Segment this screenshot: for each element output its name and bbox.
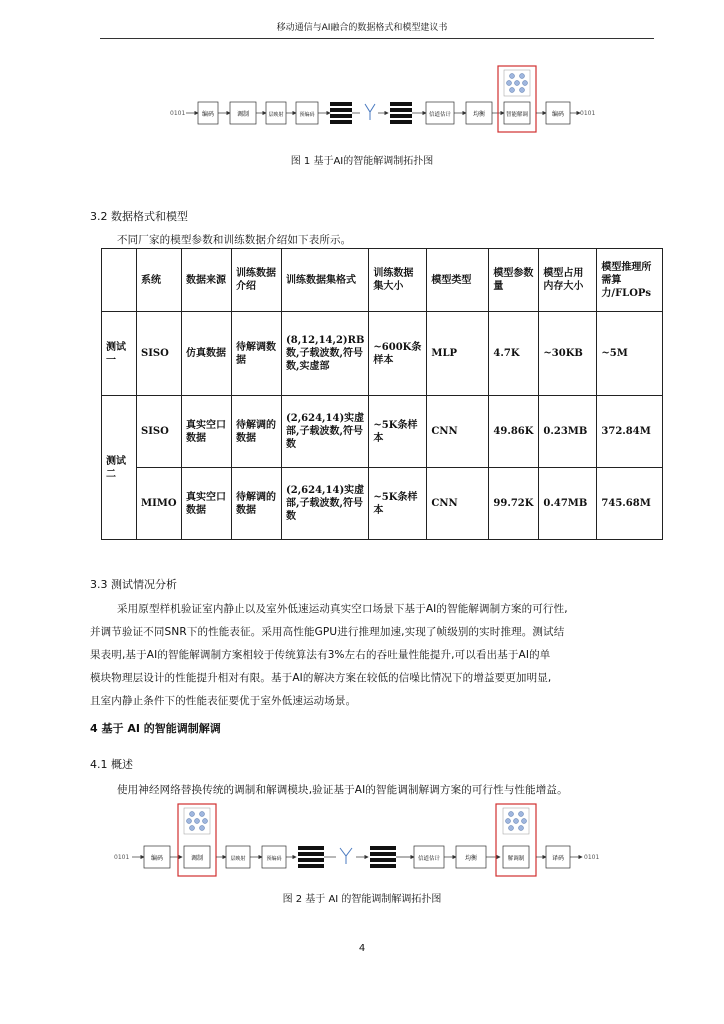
svg-text:预编码: 预编码 — [299, 112, 315, 118]
test-one-label: 测试一 — [102, 312, 137, 396]
figure-1-caption: 图 1 基于AI的智能解调制拓扑图 — [290, 156, 434, 167]
page-number: 4 — [358, 943, 366, 954]
overview-line: 使用神经网络替换传统的调制和解调模块,验证基于AI的智能调制解调方案的可行性与性能增益。 — [117, 784, 568, 796]
svg-text:均衡: 均衡 — [472, 111, 486, 118]
table-row: 测试二 SISO 真实空口数据 待解调的数据 (2,624,14)实虚部,子载波数,符号数 ~5K条样本 CNN 49.86K 0.23MB 372.84M — [102, 396, 663, 468]
figure-2-caption: 图 2 基于 AI 的智能调制解调拓扑图 — [282, 894, 442, 905]
table-row: 测试一 SISO 仿真数据 待解调数据 (8,12,14,2)RB数,子载波数,符号数,实虚部 ~600K条样本 MLP 4.7K ~30KB ~5M — [102, 312, 663, 396]
table-row: MIMO 真实空口数据 待解调的数据 (2,624,14)实虚部,子载波数,符号数 ~5K条样本 CNN 99.72K 0.47MB 745.68M — [102, 468, 663, 540]
svg-text:编码: 编码 — [201, 111, 215, 118]
svg-text:预编码: 预编码 — [266, 856, 282, 862]
svg-text:层映射: 层映射 — [268, 112, 284, 118]
figure-1-diagram — [160, 60, 600, 150]
fig2-output: 0101 — [584, 854, 600, 861]
section-3-3-heading: 3.3 测试情况分析 — [90, 578, 177, 591]
table-intro: 不同厂家的模型参数和训练数据介绍如下表所示。 — [117, 234, 352, 246]
header-rule — [100, 38, 654, 39]
svg-text:智能解调: 智能解调 — [505, 112, 529, 118]
test-two-label: 测试二 — [102, 396, 137, 540]
svg-text:解调制: 解调制 — [507, 856, 525, 862]
section-4-1-heading: 4.1 概述 — [90, 758, 133, 771]
svg-text:层映射: 层映射 — [230, 856, 246, 862]
svg-text:编码: 编码 — [150, 855, 164, 862]
table-header-row: 系统 数据来源 训练数据介绍 训练数据集格式 训练数据集大小 模型类型 模型参数量 模型占用内存大小 模型推理所需算力/FLOPs — [102, 249, 663, 312]
fig2-ofdm-tx-icon — [298, 846, 324, 868]
svg-text:均衡: 均衡 — [464, 855, 478, 862]
fig1-antenna-icon — [365, 104, 375, 120]
section-3-2-heading: 3.2 数据格式和模型 — [90, 210, 188, 223]
fig1-ofdm-rx-icon — [390, 102, 412, 124]
svg-text:信道估计: 信道估计 — [428, 112, 452, 118]
fig1-neural-net-icon — [504, 70, 530, 96]
figure-2-diagram — [110, 802, 610, 882]
fig1-input: 0101 — [170, 110, 186, 117]
fig1-ofdm-tx-icon — [330, 102, 352, 124]
svg-text:编码: 编码 — [551, 111, 565, 118]
analysis-line-5: 且室内静止条件下的性能表征要优于室外低速运动场景。 — [90, 695, 357, 707]
svg-text:信道估计: 信道估计 — [417, 856, 441, 862]
fig2-neural-net-icon-rx — [503, 808, 529, 834]
svg-text:调制: 调制 — [190, 855, 204, 862]
analysis-line-4: 模块物理层设计的性能提升相对有限。基于AI的解决方案在较低的信噪比情况下的增益要更加明显, — [90, 672, 552, 684]
running-header: 移动通信与AI融合的数据格式和模型建议书 — [276, 23, 448, 33]
analysis-line-1: 采用原型样机验证室内静止以及室外低速运动真实空口场景下基于AI的智能解调制方案的可行性, — [117, 603, 568, 615]
svg-text:调制: 调制 — [236, 111, 250, 118]
fig1-output: 0101 — [580, 110, 596, 117]
fig2-input: 0101 — [114, 854, 130, 861]
fig2-ofdm-rx-icon — [370, 846, 396, 868]
section-4-heading: 4 基于 AI 的智能调制解调 — [90, 722, 221, 735]
analysis-line-2: 并调节验证不同SNR下的性能表征。采用高性能GPU进行推理加速,实现了帧级别的实时推理。测试结 — [90, 626, 565, 638]
svg-text:译码: 译码 — [551, 855, 565, 862]
analysis-line-3: 果表明,基于AI的智能解调制方案相较于传统算法有3%左右的吞吐量性能提升,可以看出基于AI的单 — [90, 649, 551, 661]
model-table — [101, 248, 663, 540]
fig2-antenna-icon — [340, 848, 352, 864]
fig2-neural-net-icon-tx — [184, 808, 210, 834]
